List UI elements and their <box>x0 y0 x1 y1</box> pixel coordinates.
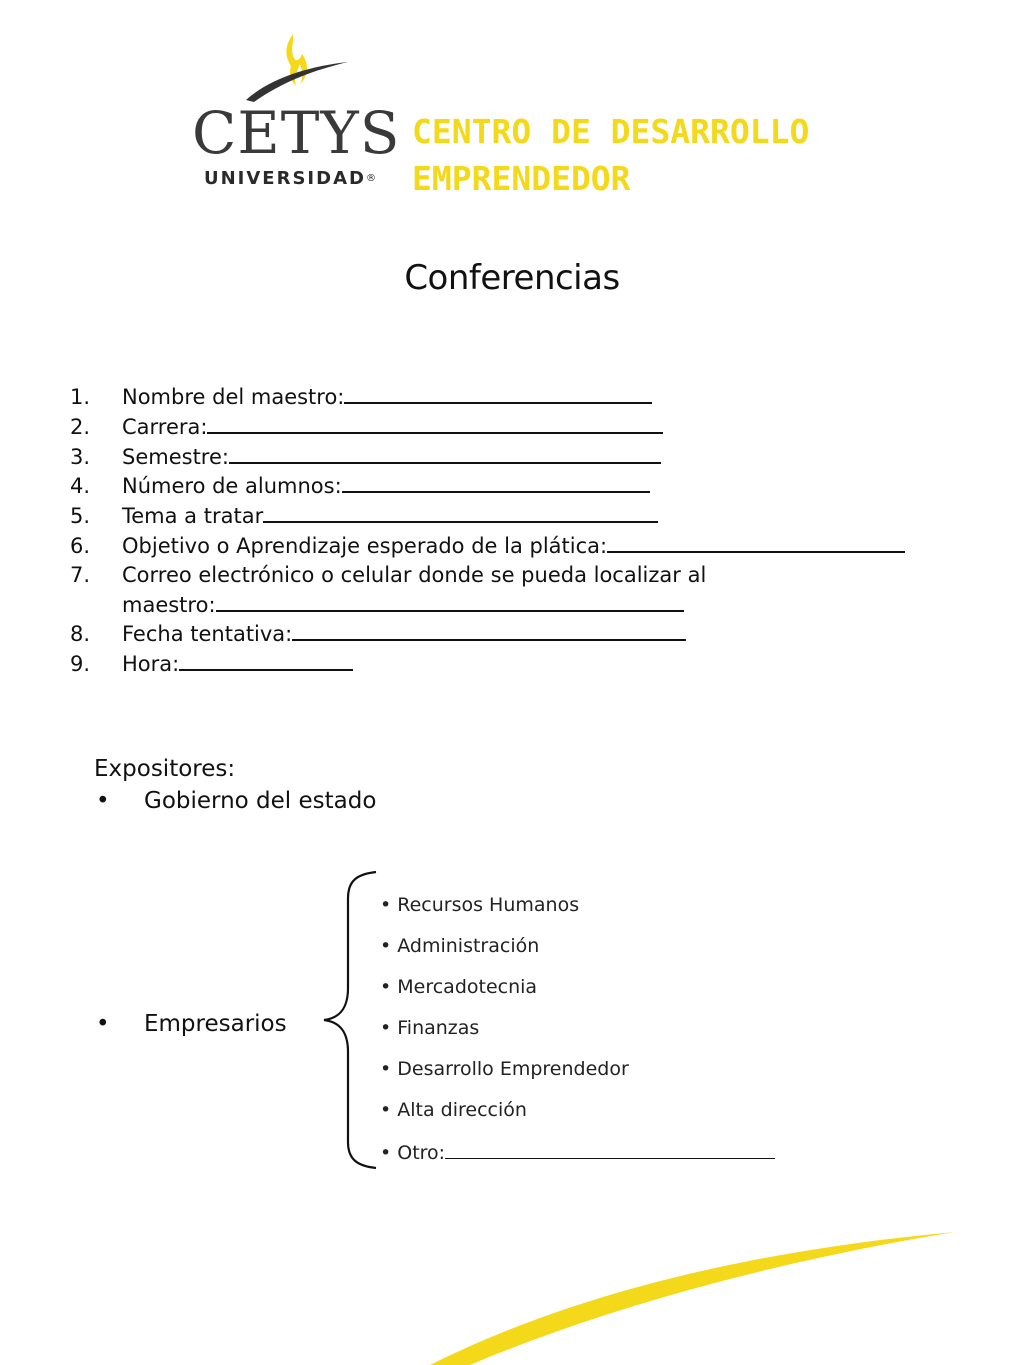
blank-line[interactable] <box>607 531 905 553</box>
page-title: Conferencias <box>404 258 620 298</box>
logo-subtitle: UNIVERSIDAD® <box>204 168 378 189</box>
sub-item-alta-direccion: • Alta dirección <box>380 1099 527 1121</box>
blank-line[interactable] <box>445 1140 775 1159</box>
sub-item-finanzas: • Finanzas <box>380 1017 480 1039</box>
logo-brand-text: CETYS <box>192 99 401 167</box>
form-item-carrera: 2. Carrera: <box>70 412 970 442</box>
blank-line[interactable] <box>342 471 650 493</box>
blank-line[interactable] <box>179 649 353 671</box>
blank-line[interactable] <box>263 501 658 523</box>
form-item-numero-alumnos: 4. Número de alumnos: <box>70 471 970 501</box>
sub-item-administracion: • Administración <box>380 935 540 957</box>
bullet-empresarios: • Empresarios <box>96 1011 287 1037</box>
blank-line[interactable] <box>216 590 684 612</box>
curly-brace <box>320 868 380 1172</box>
center-name-line1: CENTRO DE DESARROLLO <box>412 112 810 151</box>
sub-item-otro: • Otro: <box>380 1140 775 1164</box>
blank-line[interactable] <box>229 442 661 464</box>
sub-item-recursos-humanos: • Recursos Humanos <box>380 894 580 916</box>
form-item-hora: 9. Hora: <box>70 649 970 679</box>
blank-line[interactable] <box>344 382 652 404</box>
form-item-fecha: 8. Fecha tentativa: <box>70 619 970 649</box>
expositores-heading: Expositores: <box>94 756 236 782</box>
blank-line[interactable] <box>207 412 663 434</box>
form-item-correo-cont: maestro: <box>70 590 1022 620</box>
form-item-tema: 5. Tema a tratar <box>70 501 970 531</box>
bullet-gobierno: • Gobierno del estado <box>96 788 377 814</box>
form-item-objetivo: 6. Objetivo o Aprendizaje esperado de la plática: <box>70 531 970 561</box>
blank-line[interactable] <box>292 619 686 641</box>
center-name-line2: EMPRENDEDOR <box>412 159 631 198</box>
sub-item-mercadotecnia: • Mercadotecnia <box>380 976 538 998</box>
form-item-nombre-maestro: 1. Nombre del maestro: <box>70 382 970 412</box>
form-item-semestre: 3. Semestre: <box>70 442 970 472</box>
form-item-correo: 7. Correo electrónico o celular donde se pueda localizar al <box>70 563 707 587</box>
sub-item-desarrollo-emprendedor: • Desarrollo Emprendedor <box>380 1058 629 1080</box>
yellow-swoosh-decoration <box>0 1200 1024 1365</box>
